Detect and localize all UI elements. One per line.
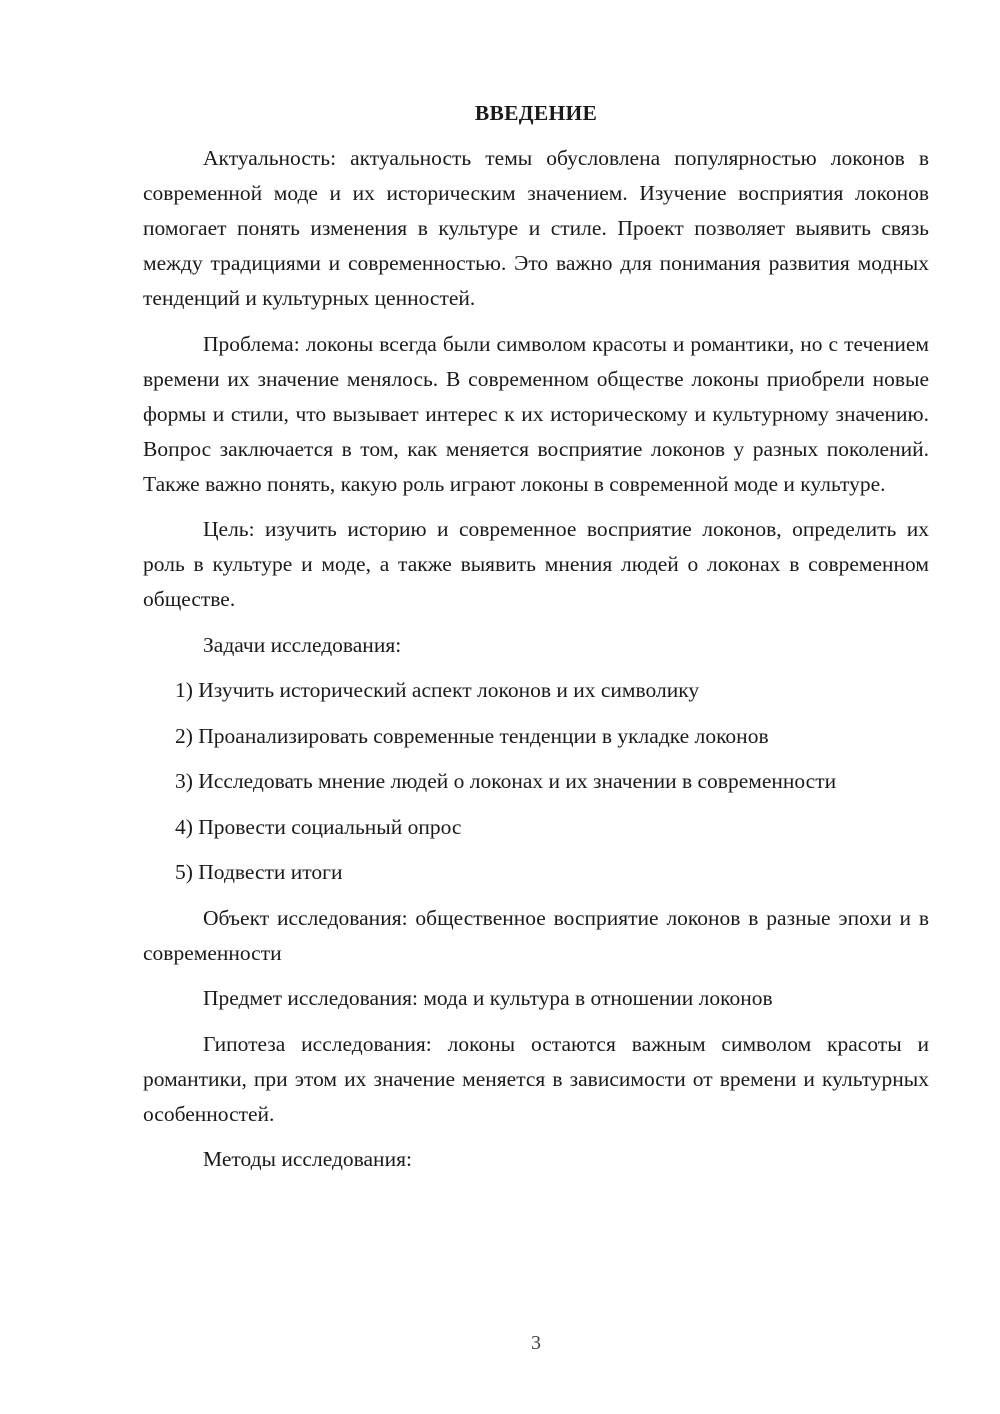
paragraph-hypothesis: Гипотеза исследования: локоны остаются важным символом красоты и романтики, при этом их значение меняется в зависимости от времени и культурных особенностей. (143, 1031, 929, 1126)
paragraph-relevance: Актуальность: актуальность темы обусловлена популярностью локонов в современной моде и их историческим значением. Изучение восприятия локонов помогает понять изменения в культуре и стиле. Проект позволяет выявить связь между традициями и современностью. Это важно для понимания развития модных тенденций и культурных ценностей. (143, 146, 929, 310)
task-item-1: 1) Изучить исторический аспект локонов и их символику (175, 678, 700, 702)
page-number: 3 (531, 1332, 541, 1354)
task-item-2: 2) Проанализировать современные тенденции в укладке локонов (175, 723, 769, 748)
document-body (143, 96, 929, 1177)
section-title: ВВЕДЕНИЕ (474, 101, 598, 125)
task-item-5: 5) Подвести итоги (175, 860, 343, 884)
task-item-4: 4) Провести социальный опрос (175, 814, 462, 839)
paragraph-subject: Предмет исследования: мода и культура в отношении локонов (203, 986, 773, 1010)
paragraph-methods: Методы исследования: (203, 1147, 412, 1171)
paragraph-tasks-heading: Задачи исследования: (203, 632, 402, 657)
paragraph-problem: Проблема: локоны всегда были символом красоты и романтики, но с течением времени их значение менялось. В современном обществе локоны приобрели новые формы и стили, что вызывает интерес к их историческому и культурному значению. Вопрос заключается в том, как меняется восприятие локонов у разных поколений. Также важно понять, какую роль играют локоны в современной моде и культуре. (143, 331, 929, 496)
task-item-3: 3) Исследовать мнение людей о локонах и их значении в современности (175, 769, 837, 793)
paragraph-object: Объект исследования: общественное восприятие локонов в разные эпохи и в современности (143, 905, 929, 965)
paragraph-goal: Цель: изучить историю и современное восприятие локонов, определить их роль в культуре и моде, а также выявить мнения людей о локонах в современном обществе. (143, 517, 929, 611)
